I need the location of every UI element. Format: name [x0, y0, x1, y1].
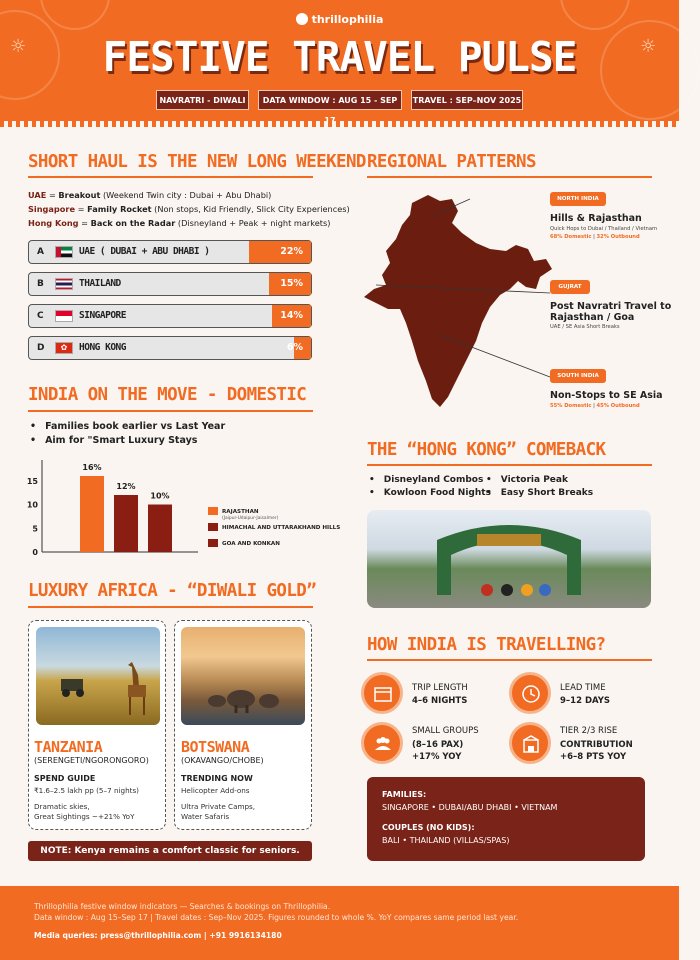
botswana-line-2: Water Safaris	[181, 812, 230, 821]
legend-swatch	[208, 539, 218, 547]
title-underline	[28, 606, 313, 608]
botswana-region: (OKAVANGO/CHOBE)	[181, 756, 264, 765]
disney-gate-icon	[367, 510, 651, 608]
data-label: 16%	[82, 463, 102, 472]
bar-name: THAILAND	[79, 278, 121, 289]
tier-rise-growth: +6–8 PTS YOY	[560, 752, 627, 762]
south-india-tag: SOUTH INDIA	[550, 369, 606, 383]
building-icon	[509, 722, 551, 764]
chart-bar	[80, 476, 104, 552]
page-title: FESTIVE TRAVEL PULSE	[102, 33, 577, 81]
small-groups-value: (8–16 PAX)	[412, 740, 464, 750]
legend-label: GOA AND KONKAN	[222, 541, 280, 547]
spend-guide-value: ₹1.6–2.5 lakh pp (5–7 nights)	[34, 786, 139, 795]
africa-title: LUXURY AFRICA - “DIWALI GOLD”	[28, 581, 317, 601]
bar-row-singapore	[28, 304, 312, 328]
zigzag-divider	[0, 121, 679, 127]
gujarat-title-1: Post Navratri Travel to	[550, 301, 672, 312]
legend-label: RAJASTHAN	[222, 509, 259, 515]
uae-flag-icon	[55, 246, 73, 258]
bar-value: 22%	[280, 246, 303, 257]
bar-letter: B	[37, 279, 44, 289]
bar-name: SINGAPORE	[79, 310, 126, 321]
tanzania-line-1: Dramatic skies,	[34, 802, 90, 811]
tier-rise-label: TIER 2/3 RISE	[560, 726, 618, 736]
travelling-title: HOW INDIA IS TRAVELLING?	[367, 635, 606, 655]
bar-value: 6%	[286, 342, 303, 353]
group-icon	[361, 722, 403, 764]
lead-time-label: LEAD TIME	[560, 683, 606, 693]
title-underline	[367, 176, 652, 178]
legend-sub-label: (Jaipur-Udaipur-Jaisalmer)	[222, 516, 279, 521]
bar-letter: D	[37, 343, 45, 353]
hong-kong-title: THE “HONG KONG” COMEBACK	[367, 440, 606, 460]
legend-label: HIMACHAL AND UTTARAKHAND HILLS	[222, 525, 341, 531]
trip-length-value: 4–6 NIGHTS	[412, 696, 468, 706]
domestic-bullet: • Aim for "Smart Luxury Stays	[30, 435, 197, 446]
south-india-title: Non-Stops to SE Asia	[550, 390, 663, 401]
calendar-icon	[361, 672, 403, 714]
small-groups-growth: +17% YOY	[412, 752, 462, 762]
families-value: SINGAPORE • DUBAI/ABU DHABI • VIETNAM	[382, 803, 558, 812]
brand-logo	[0, 13, 679, 26]
bar-name: UAE ( DUBAI + ABU DHABI )	[79, 246, 210, 257]
hk-bullet: • Disneyland Combos	[369, 475, 483, 485]
couples-label: COUPLES (NO KIDS):	[382, 823, 475, 832]
footer-line-1: Thrillophilia festive window indicators — Searches & bookings on Thrillophilia.	[34, 902, 331, 911]
data-label: 12%	[116, 482, 136, 491]
bar-name: HONG KONG	[79, 342, 126, 353]
small-groups-label: SMALL GROUPS	[412, 726, 479, 736]
botswana-name: BOTSWANA	[181, 738, 250, 756]
sun-icon: ☼	[640, 36, 657, 57]
logo-icon	[296, 13, 308, 25]
title-underline	[28, 176, 313, 178]
y-tick-label: 15	[26, 476, 38, 486]
elephant-icon	[181, 627, 305, 725]
giraffe-icon	[36, 627, 160, 725]
tanzania-line-2: Great Sightings ~+21% YoY	[34, 812, 135, 821]
bar-row-uae	[28, 240, 312, 264]
spend-guide-label: SPEND GUIDE	[34, 774, 96, 783]
bar-value: 14%	[280, 310, 303, 321]
india-map	[340, 185, 560, 420]
title-underline	[28, 410, 313, 412]
title-underline	[367, 659, 652, 661]
y-tick-label: 0	[32, 548, 38, 557]
singapore-flag-icon	[55, 310, 73, 322]
data-label: 10%	[150, 491, 170, 501]
hk-bullet: • Victoria Peak	[486, 475, 568, 485]
pill-travel: TRAVEL : SEP–NOV 2025	[411, 90, 523, 110]
bar-letter: C	[37, 311, 44, 321]
title-underline	[367, 464, 652, 466]
footer-line-2: Data window : Aug 15–Sep 17 | Travel dates : Sep–Nov 2025. Figures rounded to whole %. YoY compares same period last year.	[34, 913, 519, 922]
tier-rise-value: CONTRIBUTION	[560, 740, 633, 750]
note-uae: UAE = Breakout (Weekend Twin city : Dubai + Abu Dhabi)	[28, 190, 272, 200]
disneyland-photo	[367, 510, 651, 608]
tanzania-photo	[36, 627, 160, 725]
thailand-flag-icon	[55, 278, 73, 290]
pill-festival: NAVRATRI - DIWALI	[156, 90, 249, 110]
north-india-line: Quick Hops to Dubai / Thailand / Vietnam	[550, 226, 658, 232]
chart-bar	[114, 495, 138, 552]
gujarat-tag: GUJRAT	[550, 280, 590, 294]
trip-length-label: TRIP LENGTH	[412, 683, 468, 693]
pill-data-window: DATA WINDOW : AUG 15 - SEP	[258, 90, 402, 110]
botswana-photo	[181, 627, 305, 725]
bar-row-thailand	[28, 272, 312, 296]
hk-bullet: • Easy Short Breaks	[486, 488, 593, 498]
domestic-bar-chart	[26, 455, 341, 570]
trending-now-value: Helicopter Add-ons	[181, 786, 250, 795]
y-tick-label: 5	[32, 524, 38, 534]
north-india-tag: NORTH INDIA	[550, 192, 606, 206]
kenya-note: NOTE: Kenya remains a comfort classic for seniors.	[28, 841, 312, 861]
sun-icon: ☼	[10, 36, 27, 57]
short-haul-title: SHORT HAUL IS THE NEW LONG WEEKEND	[28, 152, 366, 172]
hk-bullet: • Kowloon Food Nights	[369, 488, 491, 498]
y-tick-label: 10	[26, 500, 38, 510]
gujarat-title-2: Rajasthan / Goa	[550, 312, 635, 323]
hong-kong-flag-icon: ✿	[55, 342, 73, 354]
note-singapore: Singapore = Family Rocket (Non stops, Kid Friendly, Slick City Experiences)	[28, 204, 350, 214]
regional-title: REGIONAL PATTERNS	[367, 152, 536, 172]
lead-time-value: 9–12 DAYS	[560, 696, 611, 706]
note-hong-kong: Hong Kong = Back on the Radar (Disneyland + Peak + night markets)	[28, 218, 331, 228]
families-label: FAMILIES:	[382, 790, 427, 799]
bar-row-hong-kong	[28, 336, 312, 360]
brand-name: thrillophilia	[311, 13, 384, 26]
domestic-bullet: • Families book earlier vs Last Year	[30, 421, 225, 432]
footer-media-contact: Media queries: press@thrillophilia.com | +91 9916134180	[34, 931, 282, 940]
north-india-title: Hills & Rajasthan	[550, 213, 642, 224]
bar-value: 15%	[280, 278, 303, 289]
north-india-split: 68% Domestic | 32% Outbound	[550, 234, 640, 240]
footer	[0, 886, 679, 960]
tanzania-name: TANZANIA	[34, 738, 103, 756]
bar-letter: A	[37, 247, 44, 257]
clock-icon	[509, 672, 551, 714]
couples-value: BALI • THAILAND (VILLAS/SPAS)	[382, 836, 510, 845]
domestic-title: INDIA ON THE MOVE - DOMESTIC	[28, 385, 307, 405]
chart-bar	[148, 505, 172, 553]
legend-swatch	[208, 507, 218, 515]
trending-now-label: TRENDING NOW	[181, 774, 253, 783]
tanzania-region: (SERENGETI/NGORONGORO)	[34, 756, 149, 765]
botswana-line-1: Ultra Private Camps,	[181, 802, 256, 811]
south-india-split: 55% Domestic | 45% Outbound	[550, 403, 640, 409]
gujarat-line: UAE / SE Asia Short Breaks	[550, 324, 620, 330]
legend-swatch	[208, 523, 218, 531]
